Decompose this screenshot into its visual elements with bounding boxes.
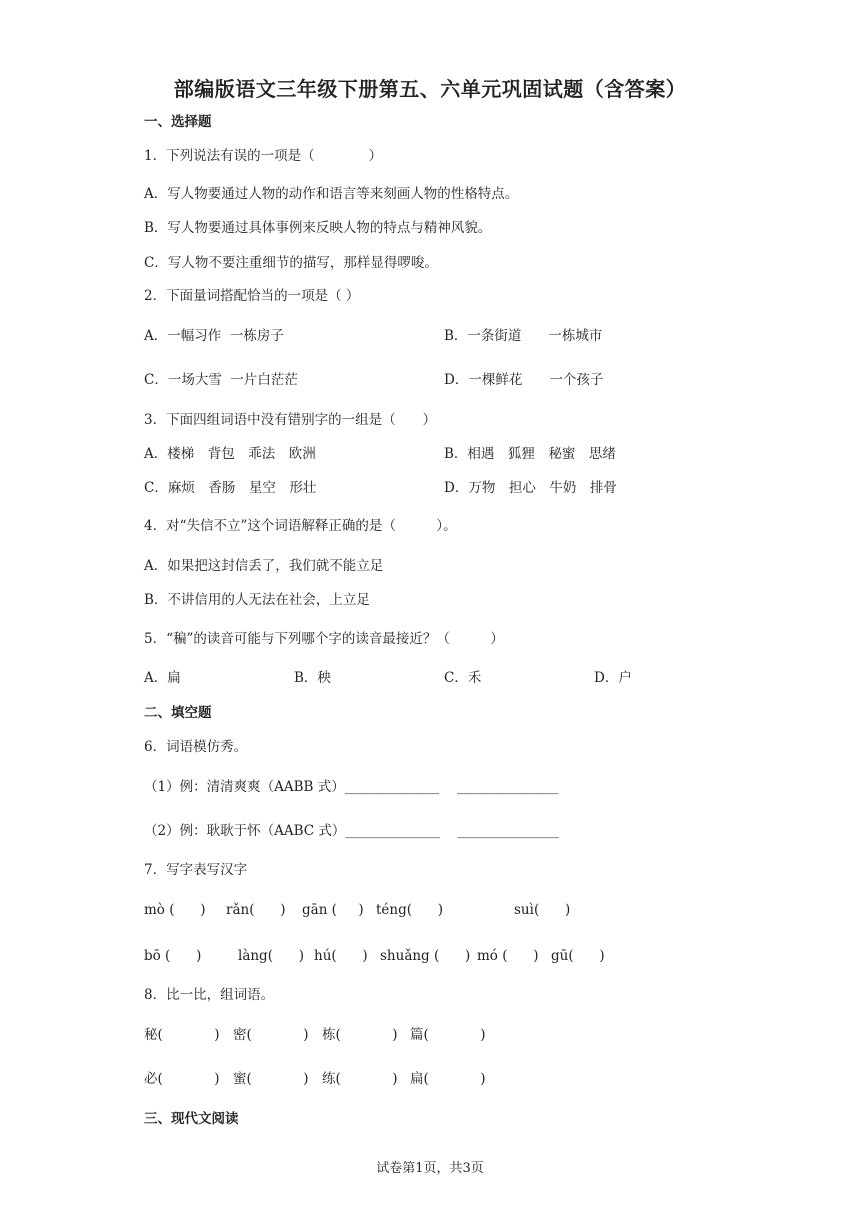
question-3-stem: 3．下面四组词语中没有错别字的一组是（ ） — [144, 412, 437, 428]
question-4-stem: 4．对“失信不立”这个词语解释正确的是（ ）。 — [144, 518, 457, 534]
question-1-option-c: C．写人物不要注重细节的描写，那样显得啰唆。 — [144, 255, 438, 271]
question-2-option-a: A．一幅习作 一栋房子 — [144, 328, 284, 344]
question-5-option-c: C．禾 — [444, 670, 482, 686]
pinyin-item: mó ( ) — [477, 948, 539, 964]
word-compare-item: 秘( ) — [144, 1027, 220, 1043]
page-footer: 试卷第1页，共3页 — [376, 1161, 484, 1176]
word-compare-item: 篇( ) — [410, 1027, 486, 1043]
question-2-option-d: D．一棵鲜花 一个孩子 — [444, 372, 604, 388]
question-5-option-d: D．户 — [594, 670, 632, 686]
question-7-stem: 7．写字表写汉字 — [144, 862, 248, 878]
pinyin-item: suì( ) — [514, 902, 571, 918]
question-3-option-b: B．相遇 狐狸 秘蜜 思绪 — [444, 446, 616, 462]
question-4-option-a: A．如果把这封信丢了，我们就不能立足 — [144, 558, 384, 574]
question-5-option-a: A．扁 — [144, 670, 181, 686]
pinyin-item: gū( ) — [551, 948, 605, 964]
question-6-line-1: （1）例：清清爽爽（AABB 式）______________ _______________ — [144, 779, 559, 795]
pinyin-item: làng( ) — [238, 948, 304, 964]
word-compare-item: 必( ) — [144, 1071, 220, 1087]
pinyin-item: shuǎng ( ) — [380, 948, 471, 964]
question-2-option-b: B．一条街道 一栋城市 — [444, 328, 603, 344]
question-6-stem: 6．词语模仿秀。 — [144, 739, 248, 755]
question-1-option-b: B．写人物要通过具体事例来反映人物的特点与精神风貌。 — [144, 220, 492, 236]
word-compare-item: 栋( ) — [322, 1027, 398, 1043]
question-4-option-b: B．不讲信用的人无法在社会，上立足 — [144, 592, 370, 608]
question-1-option-a: A．写人物要通过人物的动作和语言等来刻画人物的性格特点。 — [144, 186, 519, 202]
pinyin-item: bō ( ) — [144, 948, 202, 964]
pinyin-item: rǎn( ) — [226, 902, 286, 918]
word-compare-item: 蜜( ) — [233, 1071, 309, 1087]
question-8-stem: 8．比一比，组词语。 — [144, 987, 275, 1003]
question-2-option-c: C．一场大雪 一片白茫茫 — [144, 372, 298, 388]
word-compare-item: 密( ) — [233, 1027, 309, 1043]
page-title: 部编版语文三年级下册第五、六单元巩固试题（含答案） — [173, 77, 687, 101]
section-heading-reading: 三、现代文阅读 — [144, 1111, 239, 1127]
question-6-line-2: （2）例：耿耿于怀（AABC 式）______________ _______________ — [144, 823, 559, 839]
pinyin-item: gān ( ) — [302, 902, 364, 918]
word-compare-item: 扁( ) — [410, 1071, 486, 1087]
section-heading-fill: 二、填空题 — [144, 705, 212, 721]
question-3-option-d: D．万物 担心 牛奶 排骨 — [444, 480, 617, 496]
pinyin-item: téng( ) — [376, 902, 444, 918]
question-5-option-b: B．秧 — [294, 670, 331, 686]
question-1-stem: 1．下列说法有误的一项是（ ） — [144, 148, 383, 164]
question-5-stem: 5．“稨”的读音可能与下列哪个字的读音最接近？（ ） — [144, 631, 504, 647]
pinyin-item: mò ( ) — [144, 902, 206, 918]
question-2-stem: 2．下面量词搭配恰当的一项是（ ） — [144, 288, 360, 304]
question-3-option-c: C．麻烦 香肠 星空 形壮 — [144, 480, 317, 496]
pinyin-item: hú( ) — [314, 948, 368, 964]
section-heading-choice: 一、选择题 — [144, 114, 212, 130]
question-3-option-a: A．楼梯 背包 乖法 欧洲 — [144, 446, 316, 462]
word-compare-item: 练( ) — [322, 1071, 398, 1087]
